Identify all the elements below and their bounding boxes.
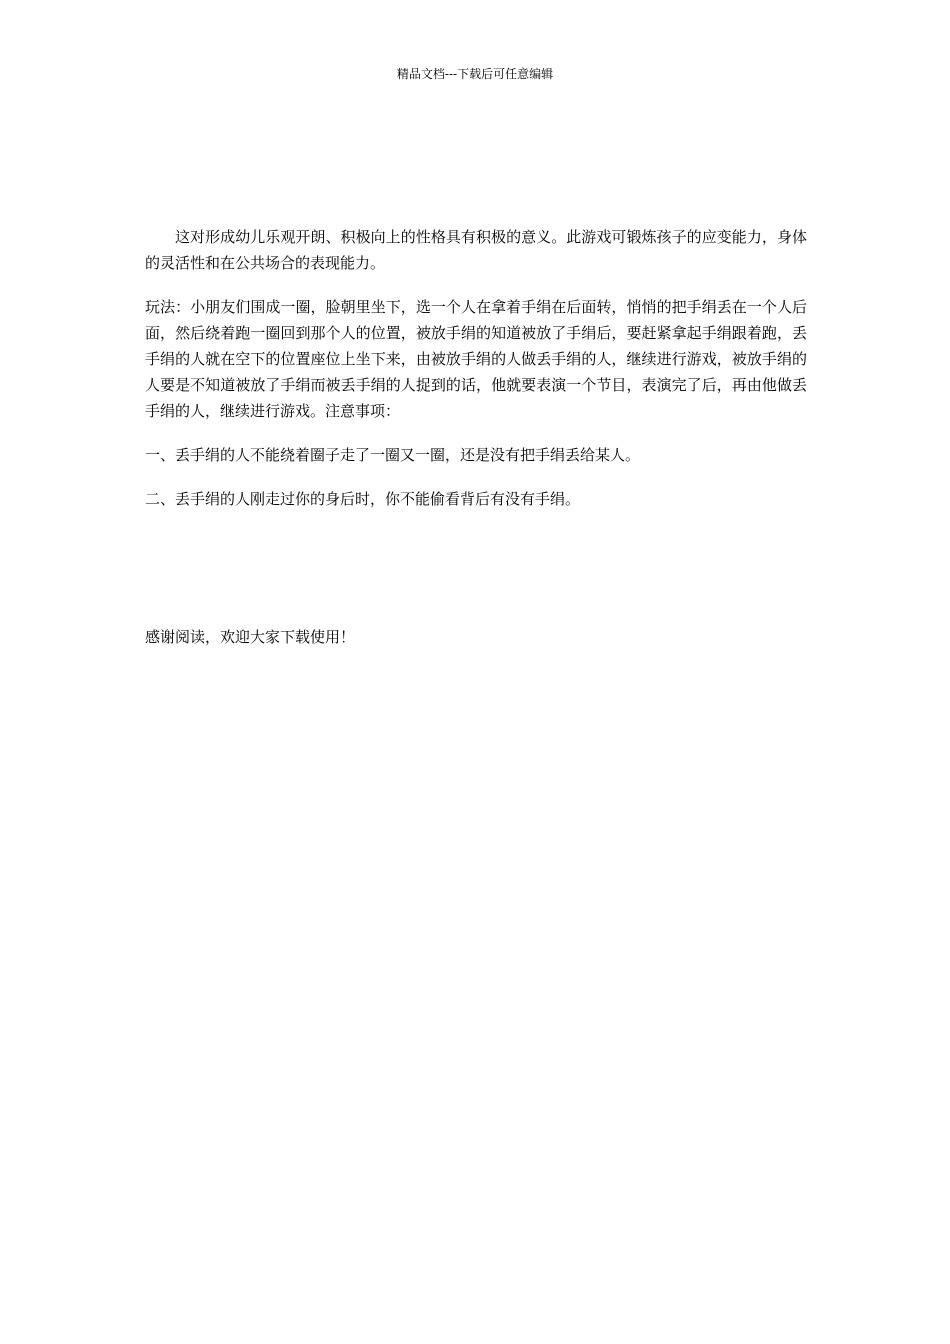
note-item-2: 二、丢手绢的人刚走过你的身后时，你不能偷看背后有没有手绢。: [145, 490, 581, 508]
document-body: [145, 224, 807, 512]
rules-paragraph: 玩法：小朋友们围成一圈，脸朝里坐下，选一个人在拿着手绢在后面转，悄悄的把手绢丢在一个人后面，然后绕着跑一圈回到那个人的位置，被放手绢的知道被放了手绢后，要赶紧拿起手绢跟着跑，丢手绢的人就在空下的位置座位上坐下来，由被放手绢的人做丢手绢的人，继续进行游戏，被放手绢的人要是不知道被放了手绢而被丢手绢的人捉到的话，他就要表演一个节目，表演完了后，再由他做丢手绢的人，继续进行游戏。注意事项：: [145, 298, 807, 420]
thanks-line: 感谢阅读，欢迎大家下载使用！: [145, 628, 356, 646]
page-header: 精品文档---下载后可任意编辑: [396, 67, 554, 81]
note-item-1: 一、丢手绢的人不能绕着圈子走了一圈又一圈，还是没有把手绢丢给某人。: [145, 446, 641, 464]
intro-paragraph: 这对形成幼儿乐观开朗、积极向上的性格具有积极的意义。此游戏可锻炼孩子的应变能力，身体的灵活性和在公共场合的表现能力。: [145, 228, 807, 272]
